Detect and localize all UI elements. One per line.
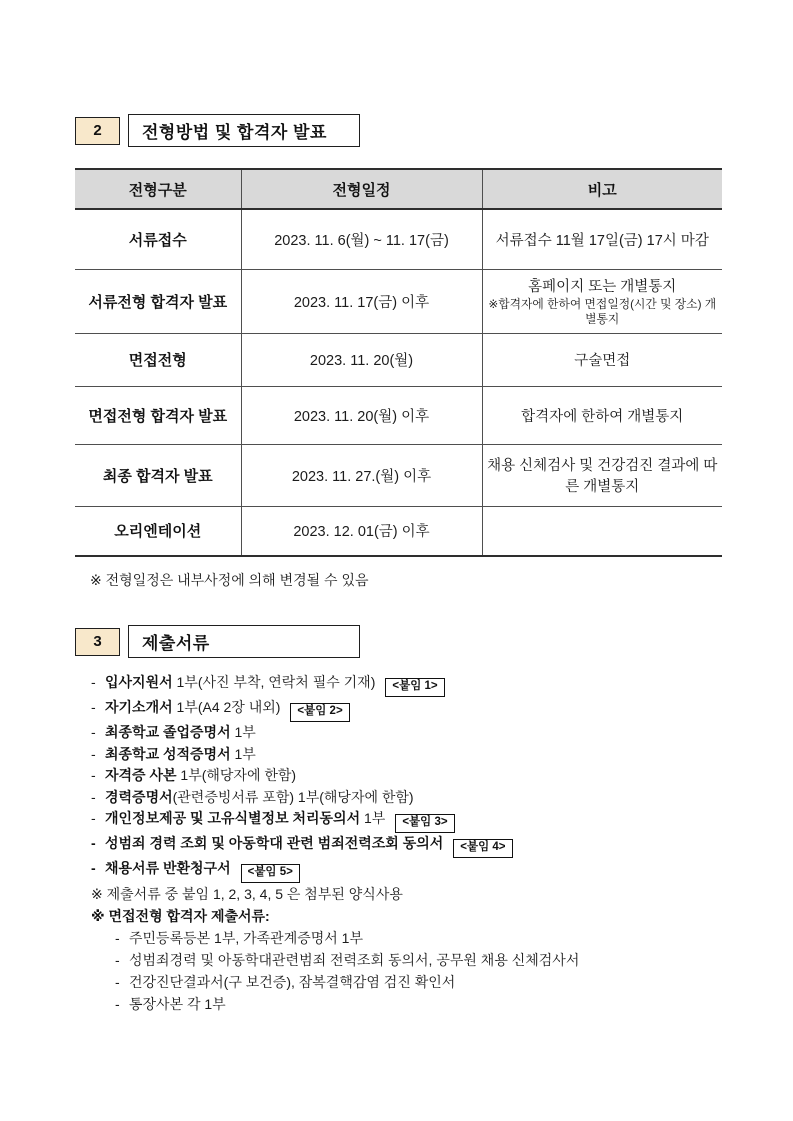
table-header-row (75, 169, 722, 209)
doc-name: 경력증명서 (105, 788, 173, 805)
category-cell: 면접전형 (75, 333, 241, 386)
category-cell: 서류전형 합격자 발표 (75, 269, 241, 333)
submission-notes (91, 883, 722, 1015)
doc-name: 성범죄 경력 조회 및 아동학대 관련 범죄전력조회 동의서 (105, 835, 444, 851)
section3-header (75, 625, 722, 658)
table-row (75, 269, 722, 333)
section3-title: 제출서류 (128, 625, 360, 658)
list-item (91, 697, 722, 722)
interview-doc: 건강진단결과서(구 보건증), 잠복결핵감염 검진 확인서 (129, 974, 456, 990)
bullet-dash: - (91, 788, 96, 805)
note-cell: 채용 신체검사 및 건강검진 결과에 따른 개별통지 (482, 444, 722, 506)
bullet-dash: - (115, 996, 120, 1012)
list-item (91, 722, 722, 744)
attachment-tag: <붙임 3> (395, 814, 454, 833)
bullet-dash: - (91, 724, 96, 740)
bullet-dash: - (91, 835, 96, 851)
doc-name: 자격증 사본 (105, 767, 177, 783)
header-schedule: 전형일정 (241, 169, 482, 209)
doc-desc: 1부 (230, 724, 256, 740)
header-note: 비고 (482, 169, 722, 209)
bullet-dash: - (115, 974, 120, 990)
interview-docs-note: ※ 면접전형 합격자 제출서류: (91, 908, 270, 924)
list-item (91, 744, 722, 766)
schedule-cell: 2023. 11. 27.(월) 이후 (241, 444, 482, 506)
interview-doc: 성범죄경력 및 아동학대관련범죄 전력조회 동의서, 공무원 채용 신체검사서 (129, 952, 580, 968)
section2-number-badge: 2 (75, 117, 120, 145)
list-item (91, 833, 722, 858)
list-item (115, 927, 722, 949)
bullet-dash: - (91, 674, 96, 690)
attachment-tag: <붙임 1> (385, 678, 444, 697)
doc-name: 개인정보제공 및 고유식별정보 처리동의서 (105, 810, 361, 826)
table-row (75, 209, 722, 269)
forms-note: ※ 제출서류 중 붙임 1, 2, 3, 4, 5 은 첨부된 양식사용 (91, 886, 403, 902)
note-cell (482, 269, 722, 333)
interview-docs-list (115, 927, 722, 1015)
list-item (115, 993, 722, 1015)
note-sub: ※합격자에 한하여 면접일정(시간 및 장소) 개별통지 (488, 297, 717, 326)
list-item (115, 971, 722, 993)
bullet-dash: - (91, 699, 96, 715)
note-cell: 구술면접 (482, 333, 722, 386)
list-item (91, 808, 722, 833)
list-item (91, 672, 722, 697)
document-list (91, 672, 722, 883)
list-item (91, 858, 722, 883)
doc-name: 입사지원서 (105, 674, 173, 690)
doc-desc: 1부(사진 부착, 연락처 필수 기재) (172, 674, 376, 690)
category-cell: 오리엔테이션 (114, 523, 202, 541)
category-cell: 면접전형 합격자 발표 (75, 386, 241, 444)
header-category: 전형구분 (75, 169, 241, 209)
table-row (75, 444, 722, 506)
bullet-dash: - (91, 745, 96, 762)
bullet-dash: - (91, 860, 96, 876)
note-cell (482, 506, 722, 556)
table-row (75, 386, 722, 444)
table-row (75, 333, 722, 386)
attachment-tag: <붙임 2> (290, 703, 349, 722)
bullet-dash: - (115, 930, 120, 946)
schedule-cell: 2023. 11. 6(월) ~ 11. 17(금) (241, 209, 482, 269)
doc-name: 최종학교 졸업증명서 (105, 724, 231, 740)
doc-name: 채용서류 반환청구서 (105, 860, 231, 876)
schedule-footnote: ※ 전형일정은 내부사정에 의해 변경될 수 있음 (90, 572, 369, 588)
doc-name: 자기소개서 (105, 699, 173, 715)
doc-desc: (관련증빙서류 포함) 1부(해당자에 한함) (172, 788, 414, 805)
doc-desc: 1부(해당자에 한함) (176, 767, 297, 783)
table-row (75, 506, 722, 556)
doc-desc: 1부(A4 2장 내외) (172, 699, 281, 715)
list-item (91, 787, 722, 809)
schedule-cell: 2023. 11. 20(월) 이후 (241, 386, 482, 444)
doc-desc: 1부 (360, 810, 386, 826)
bullet-dash: - (91, 767, 96, 783)
category-cell: 서류접수 (75, 209, 241, 269)
note-cell: 합격자에 한하여 개별통지 (482, 386, 722, 444)
schedule-cell: 2023. 11. 17(금) 이후 (241, 269, 482, 333)
doc-desc: 1부 (230, 745, 256, 762)
section2-title: 전형방법 및 합격자 발표 (128, 114, 360, 147)
bullet-dash: - (115, 952, 120, 968)
attachment-tag: <붙임 5> (241, 864, 300, 883)
section2-header (75, 114, 722, 147)
schedule-cell: 2023. 11. 20(월) (241, 333, 482, 386)
category-cell: 최종 합격자 발표 (75, 444, 241, 506)
note-main: 홈페이지 또는 개별통지 (528, 279, 677, 295)
list-item (115, 949, 722, 971)
section3-number-badge: 3 (75, 628, 120, 656)
bullet-dash: - (91, 810, 96, 826)
note-cell: 서류접수 11월 17일(금) 17시 마감 (482, 209, 722, 269)
doc-name: 최종학교 성적증명서 (105, 745, 231, 762)
list-item (91, 765, 722, 787)
interview-doc: 통장사본 각 1부 (129, 996, 226, 1012)
interview-doc: 주민등록등본 1부, 가족관계증명서 1부 (129, 930, 363, 946)
schedule-table (75, 168, 722, 557)
attachment-tag: <붙임 4> (453, 839, 512, 858)
schedule-cell: 2023. 12. 01(금) 이후 (241, 506, 482, 556)
